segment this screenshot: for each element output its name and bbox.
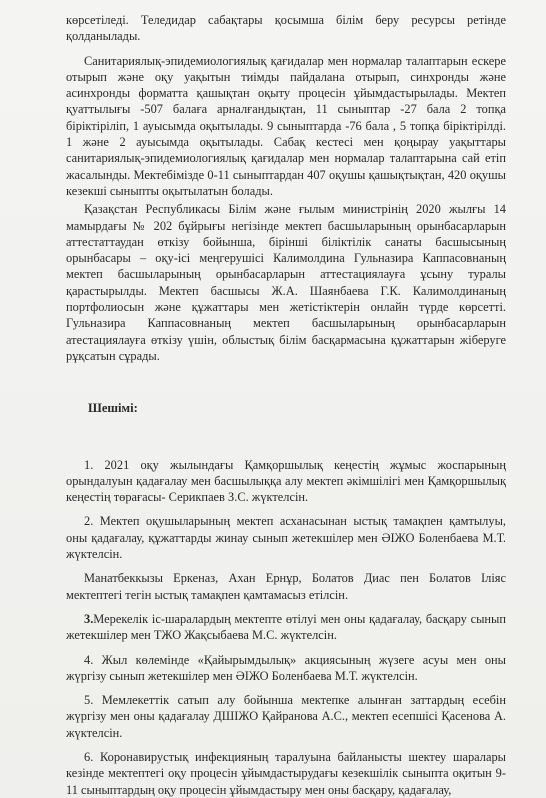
decision-list <box>66 457 506 798</box>
decision-item-number: 4. <box>84 652 94 667</box>
decision-item-6 <box>66 749 506 798</box>
decision-item-text: Коронавирустық инфекцияның таралуына байланысты шектеу шаралары кезінде мектептегі оқу процесін ұйымдастырудағы кезекшілік сыныпта оқитын 9-11 сыныптардың оқу процесін ұйымдастыру мен оны басқару, қадағалау, <box>66 749 506 797</box>
decision-item-text: Мемлекеттік сатып алу бойынша мектепке алынған заттардың есебін жүргізу мен оны қадағалау ДШІЖО Қайранова А.С., мектеп есепшісі Қасенова А. жүктелсін. <box>66 693 506 740</box>
decision-item-text: Мерекелік іс-шаралардың мектепте өтілуі мен оны қадағалау, басқару сынып жетекшілер мен ТЖО Жақсыбаева М.С. жүктелсін. <box>66 611 506 643</box>
decision-item-text: Манатбеккызы Еркеназ, Ахан Ернұр, Болатов Диас пен Болатов Іліяс мектептегі тегін ыстық тамақпен қамтамасыз етілсін. <box>66 571 506 602</box>
ministry-paragraph: Қазақстан Республикасы Білім және ғылым министрінің 2020 жылғы 14 мамырдағы № 202 бұйрығы негізінде мектеп басшыларының орынбасарларын аттестаттаудан өткізу бойынша, бірінші біліктілік санаты басшысының орынбасары – оқу-ісі меңгерушісі Калимолдина Гульназира Каппасовнаның мектеп басшыларының орынбасарларын аттестациялауға ұсыну туралы қарастырылды. Мектеп басшысы Ж.А. Шаянбаева Г.К. Калимолдинаның портфолиосын және құжаттары мен жетістіктерін онлайн түрде көрсетті. Гульназира Каппасовнаның мектеп басшыларының орынбасарларын атестациялауға өткізу үшін, облыстық білім басқармасына құжаттарын жіберуге рұқсатын сұрады. <box>66 202 506 363</box>
decision-item-number: 1. <box>84 457 94 472</box>
decision-item-number: 2. <box>84 514 94 529</box>
decision-item-text: Жыл көлемінде «Қайырымдылық» акциясының жүзеге асуы мен оны жүргізу сынып жетекшілер мен ӘІЖО Боленбаева М.Т. жүктелсін. <box>66 652 506 683</box>
sanitary-paragraph: Санитариялық-эпидемиологиялық қағидалар мен нормалар талаптарын ескере отырып және оқу уақытын тиімды пайдалана отырып, синхронды және асинхронды форматта қашықтан оқыту процесін ұйымдастырылады. Мектеп қуаттылығы -507 балаға арналғандықтан, 11 сыныптар -27 бала 2 топқа біріктіріліп, 1 ауысымда оқытылады. 9 сыныптарда -76 бала , 5 топқа біріктірілді. 1 және 2 ауысымда оқытылады. Сабақ кестесі мен қоңырау уақыттары санитариялық-эпидемиологиялық қағидалар мен нормалар талаптарына сай етіп жасалынды. Мектебімізде 0-11 сыныптардан 407 оқушы қашықтықтан, 420 оқушы кезекші сыныпты оқытылатын болады. <box>66 53 506 198</box>
intro-tail-paragraph: көрсетіледі. Теледидар сабақтары қосымша білім беру ресурсы ретінде қолданылады. <box>66 13 506 44</box>
decision-item-number: 5. <box>84 693 94 708</box>
decision-item-number: 6. <box>84 749 94 764</box>
decision-item-number: 3. <box>84 611 94 626</box>
decision-item-5 <box>66 692 506 741</box>
decision-item-1 <box>66 457 506 506</box>
decision-item-4 <box>66 652 506 685</box>
decision-item-3 <box>66 611 506 644</box>
decision-item-2-note <box>66 570 506 603</box>
decision-heading: Шешімі: <box>88 401 138 416</box>
decision-item-text: 2021 оқу жылындағы Қамқоршылық кеңестің жұмыс жоспарының орындалуын қадағалау мен басшылыққа алу мектеп әкімшілігі мен Қамқоршылық кеңестің төрағасы- Серикпаев З.С. жүктелсін. <box>66 457 506 505</box>
decision-item-2 <box>66 513 506 562</box>
decision-item-text: Мектеп оқушыларының мектеп асханасынан ыстық тамақпен қамтылуы, оны қадағалау, құжаттарды жинау сынып жетекшілер мен ӘІЖО Боленбаева М.Т. жүктелсін. <box>66 514 506 562</box>
